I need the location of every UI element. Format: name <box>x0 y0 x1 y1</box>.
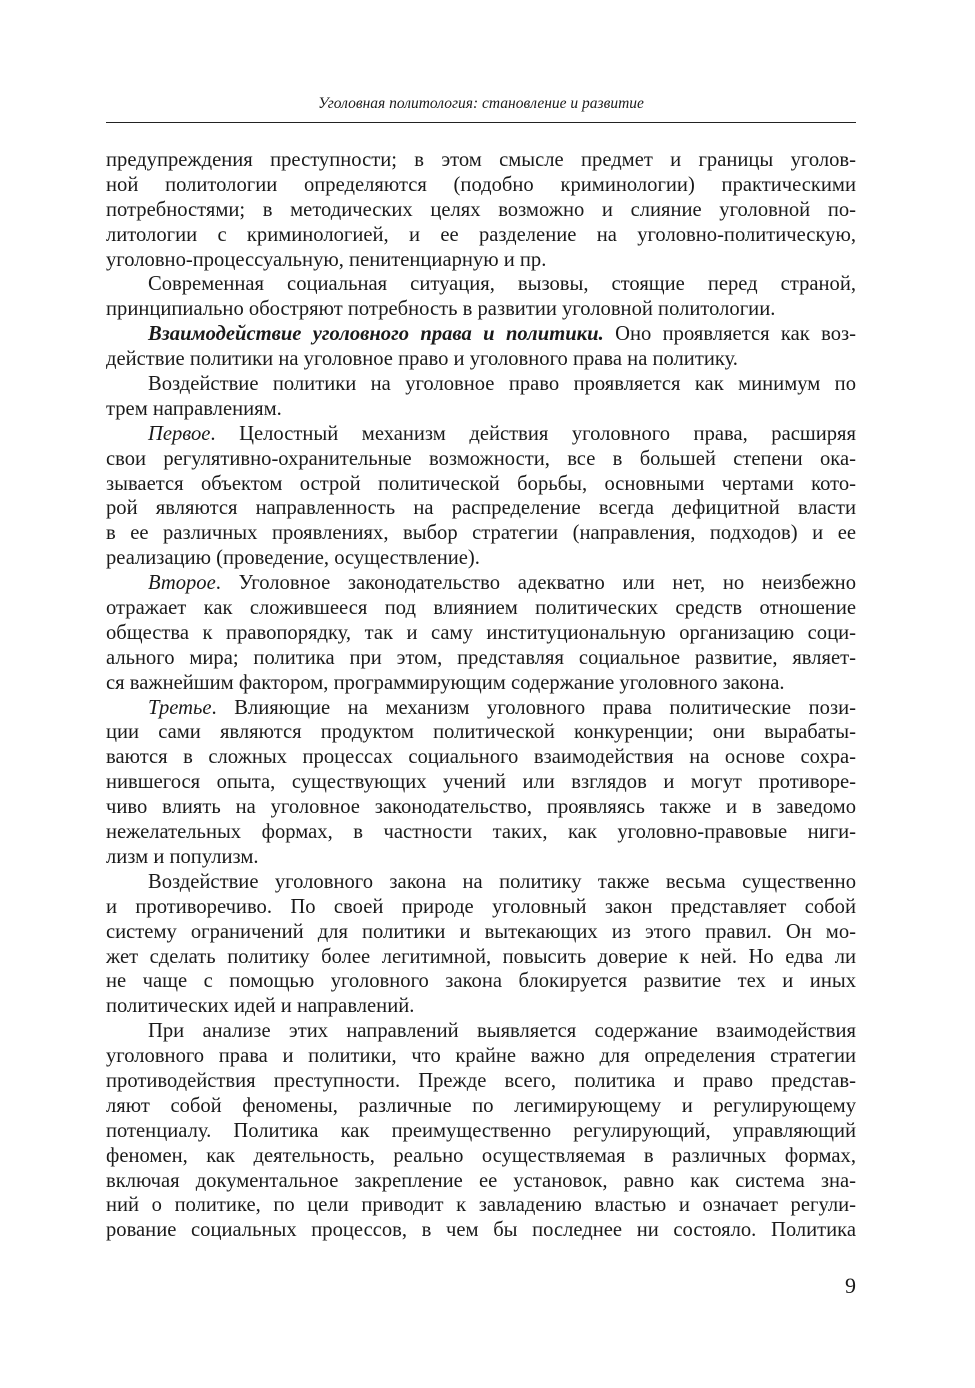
text-line: ний о политике, по цели приводит к завладению властью и означает регули- <box>106 1194 856 1217</box>
text-line: ной политологии определяются (подобно криминологии) практическими <box>106 173 856 196</box>
text-line <box>106 422 856 447</box>
text-line: действие политики на уголовное право и уголовного права на политику. <box>106 348 738 371</box>
text-line: политических идей и направлений. <box>106 995 415 1018</box>
text-line: отражает как сложившееся под влиянием политических средств отношение <box>106 597 856 620</box>
text-line <box>106 696 856 721</box>
text-line: в ее различных проявлениях, выбор стратегии (направления, подходов) и ее <box>106 522 856 545</box>
body-text <box>106 148 856 1243</box>
text-line: нившегося опыта, существующих учений или взглядов и могут противоре- <box>106 771 856 794</box>
text-line: При анализе этих направлений выявляется содержание взаимодействия <box>148 1020 856 1043</box>
point-label-second: Второе <box>148 572 216 595</box>
page-number: 9 <box>845 1273 856 1298</box>
text-line: уголовно-процессуальную, пенитенциарную и пр. <box>106 248 547 271</box>
text-line: феномен, как деятельность, реально осуществляемая в различных формах, <box>106 1144 856 1167</box>
text-line: уголовного права и политики, что крайне важно для определения стратегии <box>106 1045 856 1068</box>
text-line: литологии с криминологией, и ее разделение на уголовно-политическую, <box>106 223 856 246</box>
text-line: ального мира; политика при этом, представляя социальное развитие, являет- <box>106 646 856 669</box>
text-line: ся важнейшим фактором, программирующим содержание уголовного закона. <box>106 671 785 694</box>
text-line: лизм и популизм. <box>106 845 259 868</box>
header-rule <box>106 122 856 123</box>
text-line: зывается объектом острой политической борьбы, основными чертами кото- <box>106 472 856 495</box>
text-line: противодействия преступности. Прежде всего, политика и право представ- <box>106 1069 856 1092</box>
text-line <box>106 322 856 347</box>
text-line: нежелательных формах, в частности таких, как уголовно-правовые ниги- <box>106 821 856 844</box>
text-line: трем направлениям. <box>106 397 282 420</box>
text-line: ваются в сложных процессах социального взаимодействия на основе сохра- <box>106 746 856 769</box>
text-line: ляют собой феномены, различные по легимирующему и регулирующему <box>106 1094 856 1117</box>
point-label-first: Первое <box>148 422 211 445</box>
text-fragment: . Целостный механизм действия уголовного права, расширяя <box>210 422 856 445</box>
text-line: Воздействие уголовного закона на политику также весьма существенно <box>148 870 856 893</box>
text-line: не чаще с помощью уголовного закона блокируется развитие тех и иных <box>106 970 856 993</box>
text-line: предупреждения преступности; в этом смысле предмет и границы уголов- <box>106 149 856 171</box>
text-line: рой являются направленность на распределение всегда дефицитной власти <box>106 497 856 520</box>
text-line: и противоречиво. По своей природе уголовный закон представляет собой <box>106 895 856 918</box>
point-label-third: Третье <box>148 696 212 719</box>
text-line: рование социальных процессов, в чем бы последнее ни состояло. Политика <box>106 1219 856 1242</box>
text-line: реализацию (проведение, осуществление). <box>106 547 480 570</box>
text-line: потенциалу. Политика как преимущественно регулирующий, управляющий <box>106 1119 856 1142</box>
text-line: жет сделать политику более легитимной, повысить доверие к ней. Но едва ли <box>106 945 856 968</box>
text-line: принципиально обостряют потребность в развитии уголовной политологии. <box>106 298 776 321</box>
text-line: систему ограничений для политики и вытекающих из этого правил. Он мо- <box>106 920 856 943</box>
section-heading: Взаимодействие уголовного права и политики. <box>148 323 604 346</box>
text-fragment: . Влияющие на механизм уголовного права политические пози- <box>211 696 856 719</box>
text-line: Современная социальная ситуация, вызовы, стоящие перед страной, <box>148 273 856 296</box>
text-line: Воздействие политики на уголовное право проявляется как минимум по <box>148 373 856 396</box>
text-fragment: . Уголовное законодательство адекватно или нет, но неизбежно <box>215 572 856 595</box>
running-head: Уголовная политология: становление и развитие <box>318 95 644 112</box>
text-fragment: Оно проявляется как воз- <box>615 323 857 346</box>
text-line: потребностями; в методических целях возможно и слияние уголовной по- <box>106 198 856 221</box>
text-line: общества к правопорядку, так и саму институциональную организацию соци- <box>106 621 856 644</box>
text-line: включая документальное закрепление ее установок, равно как система зна- <box>106 1169 856 1192</box>
text-line: чиво влиять на уголовное законодательство, проявляясь также и в заведомо <box>106 796 856 819</box>
text-line: свои регулятивно-охранительные возможности, все в большей степени ока- <box>106 447 856 470</box>
text-line: ции сами являются продуктом политической конкуренции; они вырабаты- <box>106 721 856 744</box>
text-line <box>106 571 856 596</box>
